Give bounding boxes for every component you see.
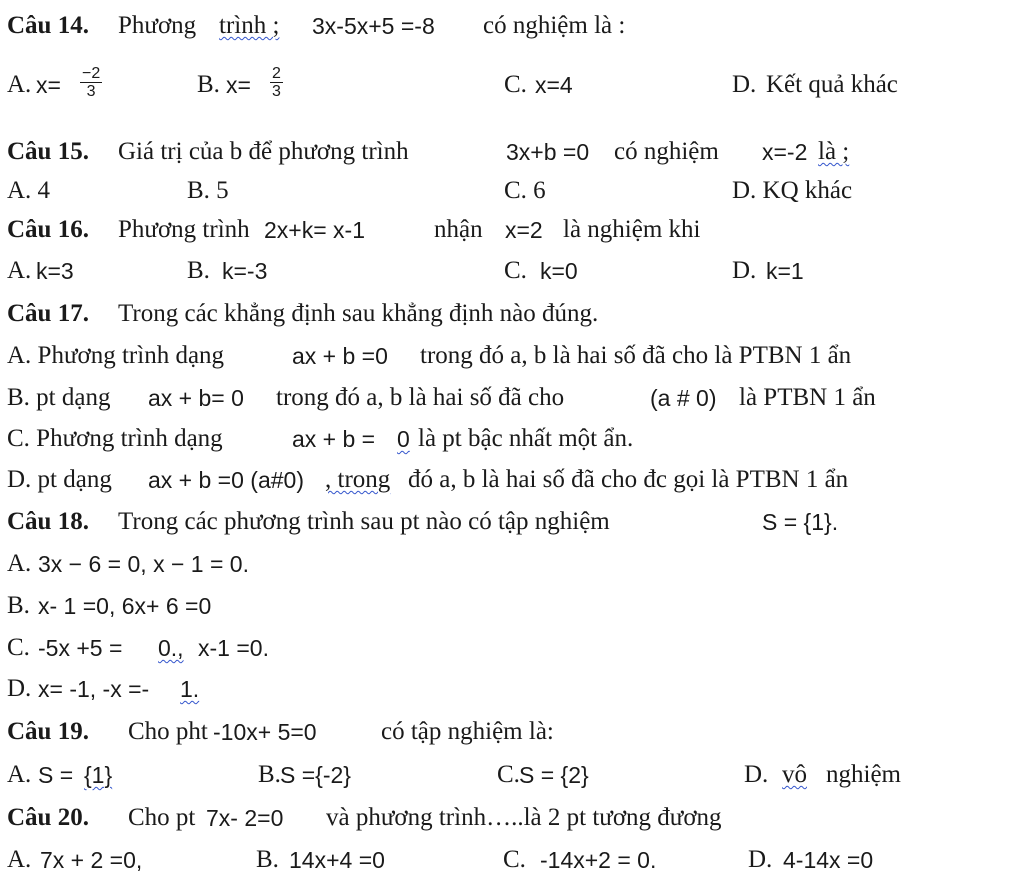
q18-option-c-value-a: -5x +5 =	[38, 635, 123, 661]
q17-option-a-text-2: trong đó a, b là hai số đã cho là PTBN 1 ẩn	[420, 342, 852, 369]
question-14-equation: 3x-5x+5 =-8	[312, 13, 435, 39]
q14-option-b-denominator: 3	[272, 82, 281, 100]
q17-option-b	[0, 379, 1024, 417]
q20-option-d-label: D.	[748, 846, 773, 873]
q16-option-d-value: k=1	[766, 258, 804, 284]
question-15-text-wavy: là ;	[818, 138, 850, 165]
q17-option-c	[0, 420, 1024, 458]
q19-option-a-value: S =	[38, 762, 74, 788]
question-17-text: Trong các khẳng định sau khẳng định nào đúng.	[118, 300, 599, 327]
q14-option-b-label: B.	[197, 71, 220, 98]
q20-option-c-label: C.	[503, 846, 526, 873]
q14-option-b-prefix: x=	[226, 72, 251, 98]
q18-option-d-label: D.	[7, 675, 32, 702]
question-15-text-a: Giá trị của b để phương trình	[118, 138, 409, 165]
question-19	[0, 713, 1024, 751]
q14-option-b-fraction	[270, 65, 283, 103]
q14-option-a-fraction	[80, 65, 102, 103]
q19-option-d-value: nghiệm	[826, 761, 901, 788]
question-20-label: Câu 20.	[7, 804, 89, 831]
question-20-options	[0, 841, 1024, 879]
q14-option-d-label: D.	[732, 71, 757, 98]
question-15-label: Câu 15.	[7, 138, 89, 165]
question-15-text-b: có nghiệm	[614, 138, 719, 165]
q18-option-c	[0, 629, 1024, 667]
question-18	[0, 503, 1024, 541]
question-19-label: Câu 19.	[7, 718, 89, 745]
q17-option-b-equation: ax + b= 0	[148, 385, 244, 411]
q16-option-c-value: k=0	[540, 258, 578, 284]
question-15-equation: 3x+b =0	[506, 139, 590, 165]
question-16	[0, 211, 1024, 249]
q17-option-b-text-3: là PTBN 1 ẩn	[739, 384, 876, 411]
q14-option-d-value: Kết quả khác	[766, 71, 898, 98]
question-18-label: Câu 18.	[7, 508, 89, 535]
q20-option-c-value: -14x+2 = 0.	[540, 847, 657, 873]
q17-option-b-condition: (a # 0)	[650, 385, 717, 411]
q18-option-d	[0, 670, 1024, 708]
question-17-label: Câu 17.	[7, 300, 89, 327]
question-16-text-c: là nghiệm khi	[563, 216, 701, 243]
q17-option-a-equation: ax + b =0	[292, 343, 388, 369]
question-20-text-a: Cho pt	[128, 804, 196, 831]
q18-option-c-wavy: 0.,	[158, 635, 184, 661]
question-19-text-b: có tập nghiệm là:	[381, 718, 554, 745]
question-20-equation: 7x- 2=0	[206, 805, 284, 831]
question-14-text-b: có nghiệm là :	[483, 12, 626, 39]
question-17	[0, 295, 1024, 333]
q19-option-b-label: B.	[258, 761, 281, 788]
question-18-text: Trong các phương trình sau pt nào có tập nghiệm	[118, 508, 610, 535]
q14-option-c-value: x=4	[535, 72, 573, 98]
q17-option-c-wavy: 0	[397, 426, 410, 452]
q17-option-c-text-2: là pt bậc nhất một ẩn.	[418, 425, 634, 452]
q15-option-c: C. 6	[504, 177, 546, 204]
q20-option-a-value: 7x + 2 =0,	[40, 847, 143, 873]
question-20	[0, 799, 1024, 837]
question-14-text-a: Phương	[118, 12, 197, 39]
q15-option-b: B. 5	[187, 177, 229, 204]
q16-option-d-label: D.	[732, 257, 757, 284]
q17-option-a-text-1: A. Phương trình dạng	[7, 342, 225, 369]
q20-option-b-label: B.	[256, 846, 279, 873]
q17-option-d-text-1: D. pt dạng	[7, 466, 112, 493]
q18-option-d-wavy: 1.	[180, 676, 200, 702]
q14-option-b-numerator: 2	[272, 64, 281, 82]
q19-option-a-label: A.	[7, 761, 32, 788]
q17-option-b-text-2: trong đó a, b là hai số đã cho	[276, 384, 565, 411]
q14-option-a-numerator: −2	[82, 64, 101, 82]
q19-option-c-value: S = {2}	[519, 762, 589, 788]
question-15-root: x=-2	[762, 139, 808, 165]
q17-option-d	[0, 461, 1024, 499]
q20-option-d-value: 4-14x =0	[783, 847, 874, 873]
q18-option-b-label: B.	[7, 592, 30, 619]
q20-option-a-label: A.	[7, 846, 32, 873]
q17-option-b-text-1: B. pt dạng	[7, 384, 111, 411]
q15-option-d: D. KQ khác	[732, 177, 853, 204]
q14-option-a-denominator: 3	[86, 82, 96, 100]
q20-option-b-value: 14x+4 =0	[289, 847, 385, 873]
q17-option-a	[0, 337, 1024, 375]
question-16-options	[0, 252, 1024, 290]
q16-option-b-value: k=-3	[222, 258, 268, 284]
q18-option-c-label: C.	[7, 634, 30, 661]
q14-option-c-label: C.	[504, 71, 527, 98]
q18-option-a-label: A.	[7, 550, 32, 577]
q18-option-b	[0, 587, 1024, 625]
q18-option-b-value: x- 1 =0, 6x+ 6 =0	[38, 593, 212, 619]
question-14-options	[0, 60, 1024, 110]
q16-option-c-label: C.	[504, 257, 527, 284]
question-14	[0, 7, 1024, 45]
question-16-root: x=2	[505, 217, 543, 243]
q17-option-d-text-2: đó a, b là hai số đã cho đc gọi là PTBN 1 ẩn	[408, 466, 849, 493]
question-18-set: S = {1}.	[762, 509, 839, 535]
q18-option-a	[0, 545, 1024, 583]
question-15	[0, 133, 1024, 171]
q19-option-c-label: C.	[497, 761, 520, 788]
q15-option-a: A. 4	[7, 177, 51, 204]
question-14-label: Câu 14.	[7, 12, 89, 39]
q18-option-d-value-a: x= -1, -x =-	[38, 676, 150, 702]
q17-option-c-text-1: C. Phương trình dạng	[7, 425, 223, 452]
question-16-text-a: Phương trình	[118, 216, 250, 243]
question-19-options	[0, 756, 1024, 794]
question-19-equation: -10x+ 5=0	[213, 719, 317, 745]
question-15-options	[0, 172, 1024, 210]
q14-option-a-label: A.	[7, 71, 32, 98]
q19-option-d-wavy: vô	[782, 761, 807, 788]
q17-option-d-equation: ax + b =0 (a#0)	[148, 467, 304, 493]
q16-option-a-value: k=3	[36, 258, 74, 284]
q16-option-a-label: A.	[7, 257, 32, 284]
question-16-label: Câu 16.	[7, 216, 89, 243]
q17-option-c-equation: ax + b =	[292, 426, 376, 452]
q14-option-a-prefix: x=	[36, 72, 61, 98]
q19-option-b-value: S ={-2}	[280, 762, 351, 788]
question-20-text-b: và phương trình…..là 2 pt tương đương	[326, 804, 722, 831]
q19-option-d-label: D.	[744, 761, 769, 788]
q16-option-b-label: B.	[187, 257, 210, 284]
question-19-text-a: Cho pht	[128, 718, 208, 745]
question-16-text-b: nhận	[434, 216, 483, 243]
question-14-text-wavy: trình ;	[219, 12, 280, 39]
q19-option-a-wavy: {1}	[84, 762, 113, 788]
q18-option-a-value: 3x − 6 = 0, x − 1 = 0.	[38, 551, 249, 577]
q18-option-c-value-b: x-1 =0.	[198, 635, 269, 661]
question-16-equation: 2x+k= x-1	[264, 217, 365, 243]
q17-option-d-wavy: , trong	[325, 466, 391, 493]
